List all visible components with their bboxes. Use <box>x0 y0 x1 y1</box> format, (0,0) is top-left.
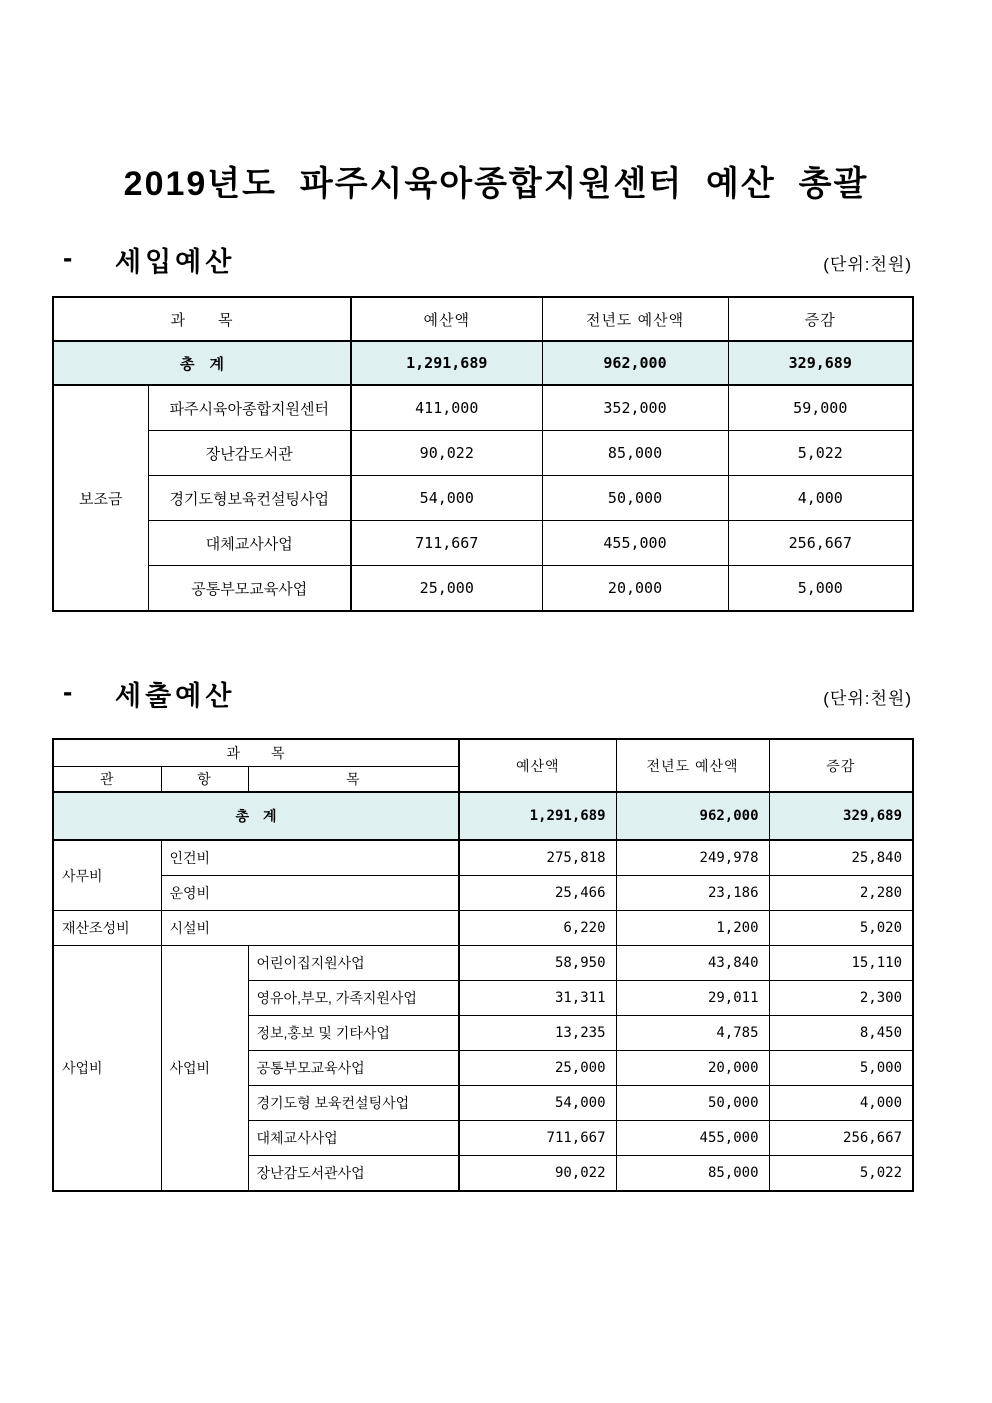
expenditure-section-header <box>0 674 992 710</box>
item-prev: 1,200 <box>616 911 769 946</box>
item-prev: 29,011 <box>616 981 769 1016</box>
item-change: 25,840 <box>769 840 913 876</box>
item-change: 5,000 <box>728 566 913 612</box>
col-header-budget: 예산액 <box>459 739 616 792</box>
dash-bullet: - <box>63 242 73 273</box>
item-budget: 31,311 <box>459 981 616 1016</box>
item-budget: 711,667 <box>351 521 542 566</box>
item-prev: 455,000 <box>616 1121 769 1156</box>
item-name: 장난감도서관 <box>148 431 351 476</box>
item-prev: 4,785 <box>616 1016 769 1051</box>
item-change: 4,000 <box>769 1086 913 1121</box>
total-label: 총 계 <box>53 341 351 385</box>
mok-label: 장난감도서관사업 <box>248 1156 459 1192</box>
item-change: 5,022 <box>728 431 913 476</box>
table-row <box>53 431 913 476</box>
col-header-budget: 예산액 <box>351 297 542 341</box>
gwan-label: 사업비 <box>53 946 161 1192</box>
table-row <box>53 911 913 946</box>
revenue-header-row <box>53 297 913 341</box>
table-row <box>53 840 913 876</box>
mok-label: 대체교사사업 <box>248 1121 459 1156</box>
table-row <box>53 521 913 566</box>
item-budget: 90,022 <box>459 1156 616 1192</box>
item-budget: 6,220 <box>459 911 616 946</box>
total-label: 총 계 <box>53 792 459 840</box>
mok-label: 어린이집지원사업 <box>248 946 459 981</box>
item-prev: 85,000 <box>542 431 728 476</box>
item-prev: 43,840 <box>616 946 769 981</box>
item-name: 대체교사사업 <box>148 521 351 566</box>
item-budget: 58,950 <box>459 946 616 981</box>
group-label-bojogeum: 보조금 <box>53 385 148 611</box>
col-header-prev: 전년도 예산액 <box>616 739 769 792</box>
table-row <box>53 876 913 911</box>
page-title: 2019년도 파주시육아종합지원센터 예산 총괄 <box>123 165 869 203</box>
item-prev: 249,978 <box>616 840 769 876</box>
item-budget: 275,818 <box>459 840 616 876</box>
expenditure-table <box>52 738 914 1192</box>
item-change: 256,667 <box>728 521 913 566</box>
total-budget: 1,291,689 <box>351 341 542 385</box>
table-row <box>53 946 913 981</box>
total-change: 329,689 <box>769 792 913 840</box>
hang-label: 사업비 <box>161 946 248 1192</box>
item-change: 59,000 <box>728 385 913 431</box>
col-header-change: 증감 <box>728 297 913 341</box>
item-prev: 23,186 <box>616 876 769 911</box>
revenue-total-row <box>53 341 913 385</box>
expenditure-total-row <box>53 792 913 840</box>
total-prev: 962,000 <box>616 792 769 840</box>
item-budget: 13,235 <box>459 1016 616 1051</box>
hang-label: 시설비 <box>161 911 459 946</box>
gwan-label: 재산조성비 <box>53 911 161 946</box>
revenue-unit-note: (단위:천원) <box>823 255 912 274</box>
item-prev: 455,000 <box>542 521 728 566</box>
total-budget: 1,291,689 <box>459 792 616 840</box>
mok-label: 공통부모교육사업 <box>248 1051 459 1086</box>
item-prev: 352,000 <box>542 385 728 431</box>
item-change: 8,450 <box>769 1016 913 1051</box>
item-budget: 411,000 <box>351 385 542 431</box>
item-change: 256,667 <box>769 1121 913 1156</box>
item-change: 2,280 <box>769 876 913 911</box>
col-header-category: 과 목 <box>53 297 351 341</box>
revenue-table <box>52 296 914 612</box>
item-budget: 711,667 <box>459 1121 616 1156</box>
item-prev: 85,000 <box>616 1156 769 1192</box>
revenue-heading: 세입예산 <box>115 247 236 277</box>
item-budget: 25,000 <box>351 566 542 612</box>
col-header-change: 증감 <box>769 739 913 792</box>
hang-label: 운영비 <box>161 876 459 911</box>
item-change: 4,000 <box>728 476 913 521</box>
col-header-category: 과 목 <box>53 739 459 767</box>
dash-bullet: - <box>63 676 73 707</box>
item-prev: 50,000 <box>616 1086 769 1121</box>
mok-label: 정보,홍보 및 기타사업 <box>248 1016 459 1051</box>
item-prev: 50,000 <box>542 476 728 521</box>
item-name: 파주시육아종합지원센터 <box>148 385 351 431</box>
table-row <box>53 476 913 521</box>
item-budget: 25,000 <box>459 1051 616 1086</box>
expenditure-unit-note: (단위:천원) <box>823 689 912 708</box>
total-prev: 962,000 <box>542 341 728 385</box>
expenditure-heading: 세출예산 <box>115 681 236 711</box>
col-header-hang: 항 <box>161 767 248 793</box>
item-change: 15,110 <box>769 946 913 981</box>
item-name: 공통부모교육사업 <box>148 566 351 612</box>
total-change: 329,689 <box>728 341 913 385</box>
item-prev: 20,000 <box>542 566 728 612</box>
item-change: 2,300 <box>769 981 913 1016</box>
item-change: 5,000 <box>769 1051 913 1086</box>
mok-label: 경기도형 보육컨설팅사업 <box>248 1086 459 1121</box>
item-change: 5,022 <box>769 1156 913 1192</box>
item-budget: 90,022 <box>351 431 542 476</box>
table-row <box>53 566 913 612</box>
item-prev: 20,000 <box>616 1051 769 1086</box>
item-change: 5,020 <box>769 911 913 946</box>
col-header-gwan: 관 <box>53 767 161 793</box>
col-header-mok: 목 <box>248 767 459 793</box>
hang-label: 인건비 <box>161 840 459 876</box>
mok-label: 영유아,부모, 가족지원사업 <box>248 981 459 1016</box>
table-row <box>53 385 913 431</box>
gwan-label: 사무비 <box>53 840 161 911</box>
item-budget: 25,466 <box>459 876 616 911</box>
item-budget: 54,000 <box>351 476 542 521</box>
col-header-prev: 전년도 예산액 <box>542 297 728 341</box>
item-name: 경기도형보육컨설팅사업 <box>148 476 351 521</box>
revenue-section-header <box>0 240 992 276</box>
item-budget: 54,000 <box>459 1086 616 1121</box>
expenditure-header-row-1 <box>53 739 913 767</box>
